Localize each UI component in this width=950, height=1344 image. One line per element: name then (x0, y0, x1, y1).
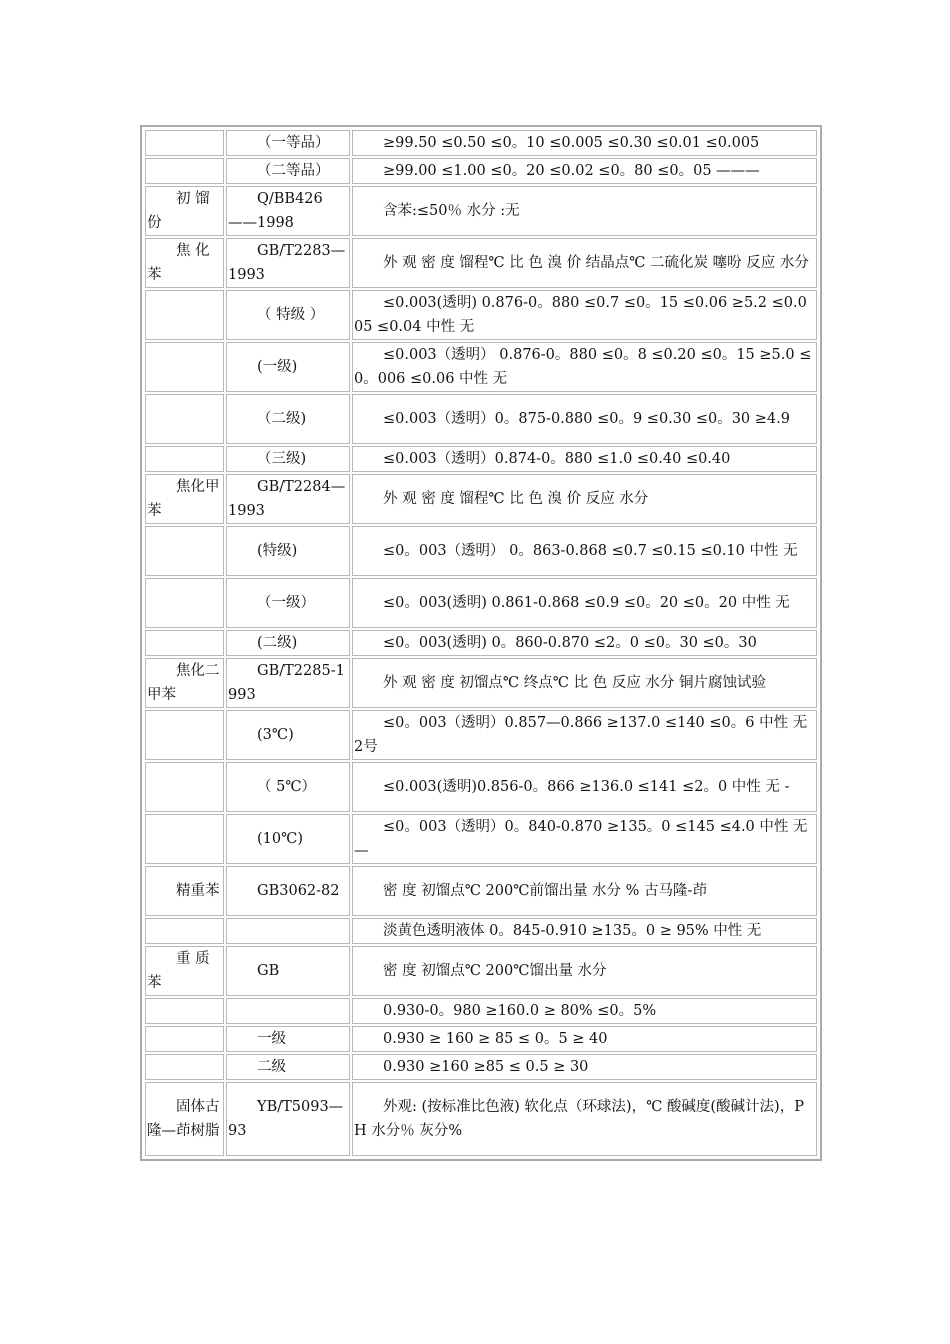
product-name-cell: 焦化二甲苯 (145, 658, 224, 708)
standard-cell: (3℃) (226, 710, 350, 760)
spec-cell: ≤0.003（透明）0.874-0。880 ≤1.0 ≤0.40 ≤0.40 (352, 446, 817, 472)
table-row (145, 1026, 817, 1052)
table-row (145, 394, 817, 444)
table-row (145, 814, 817, 864)
standard-cell: 一级 (226, 1026, 350, 1052)
product-name-cell (145, 578, 224, 628)
product-name-cell: 固体古隆—茚树脂 (145, 1082, 224, 1156)
standard-cell: GB/T2284—1993 (226, 474, 350, 524)
standard-cell: (10℃) (226, 814, 350, 864)
table-row (145, 158, 817, 184)
standard-cell: （ 5℃） (226, 762, 350, 812)
table-row (145, 130, 817, 156)
standard-cell: （一级） (226, 578, 350, 628)
spec-cell: ≤0.003(透明)0.856-0。866 ≥136.0 ≤141 ≤2。0 中性 无 - (352, 762, 817, 812)
table-row (145, 1082, 817, 1156)
standard-cell: GB3062-82 (226, 866, 350, 916)
spec-cell: 外观: (按标准比色液) 软化点（环球法)，℃ 酸碱度(酸碱计法)，PH 水分％ 灰分% (352, 1082, 817, 1156)
product-name-cell: 重 质苯 (145, 946, 224, 996)
standard-cell: (一级) (226, 342, 350, 392)
standard-cell: （三级) (226, 446, 350, 472)
product-name-cell: 精重苯 (145, 866, 224, 916)
table-row (145, 946, 817, 996)
table-row (145, 762, 817, 812)
table-row (145, 658, 817, 708)
product-name-cell (145, 918, 224, 944)
standard-cell: （二级) (226, 394, 350, 444)
table-row (145, 998, 817, 1024)
table-row (145, 290, 817, 340)
spec-cell: ≥99.50 ≤0.50 ≤0。10 ≤0.005 ≤0.30 ≤0.01 ≤0.005 (352, 130, 817, 156)
product-name-cell (145, 998, 224, 1024)
spec-cell: ≤0.003（透明）0。875-0.880 ≤0。9 ≤0.30 ≤0。30 ≥4.9 (352, 394, 817, 444)
product-name-cell (145, 526, 224, 576)
table-row (145, 918, 817, 944)
product-name-cell (145, 446, 224, 472)
table-row (145, 446, 817, 472)
table-row (145, 526, 817, 576)
product-name-cell (145, 1054, 224, 1080)
product-name-cell (145, 290, 224, 340)
table-row (145, 186, 817, 236)
product-name-cell (145, 158, 224, 184)
spec-cell: 0.930-0。980 ≥160.0 ≥ 80% ≤0。5% (352, 998, 817, 1024)
spec-cell: ≤0。003(透明) 0.861-0.868 ≤0.9 ≤0。20 ≤0。20 中性 无 (352, 578, 817, 628)
product-name-cell (145, 814, 224, 864)
product-name-cell (145, 394, 224, 444)
product-name-cell: 初 馏份 (145, 186, 224, 236)
spec-cell: ≤0.003(透明) 0.876-0。880 ≤0.7 ≤0。15 ≤0.06 ≥5.2 ≤0.005 ≤0.04 中性 无 (352, 290, 817, 340)
standard-cell: GB (226, 946, 350, 996)
standard-cell (226, 918, 350, 944)
standard-cell: YB/T5093—93 (226, 1082, 350, 1156)
spec-cell: 含苯:≤50％ 水分 :无 (352, 186, 817, 236)
spec-cell: ≤0。003（透明）0。840-0.870 ≥135。0 ≤145 ≤4.0 中性 无 — (352, 814, 817, 864)
standard-cell: （一等品） (226, 130, 350, 156)
spec-cell: 0.930 ≥ 160 ≥ 85 ≤ 0。5 ≥ 40 (352, 1026, 817, 1052)
product-name-cell (145, 710, 224, 760)
standard-cell: GB/T2283—1993 (226, 238, 350, 288)
standard-cell: (二级) (226, 630, 350, 656)
product-name-cell (145, 762, 224, 812)
table-row (145, 1054, 817, 1080)
spec-cell: 密 度 初馏点℃ 200℃前馏出量 水分 % 古马隆-茚 (352, 866, 817, 916)
standard-cell: Q/BB426——1998 (226, 186, 350, 236)
table-row (145, 342, 817, 392)
spec-cell: 外 观 密 度 馏程℃ 比 色 溴 价 结晶点℃ 二硫化炭 噻吩 反应 水分 (352, 238, 817, 288)
product-name-cell: 焦 化苯 (145, 238, 224, 288)
product-name-cell (145, 630, 224, 656)
standard-cell: (特级) (226, 526, 350, 576)
spec-table-frame (140, 125, 822, 1161)
table-row (145, 238, 817, 288)
product-name-cell: 焦化甲苯 (145, 474, 224, 524)
table-row (145, 630, 817, 656)
spec-cell: ≤0。003（透明）0.857—0.866 ≥137.0 ≤140 ≤0。6 中性 无 2号 (352, 710, 817, 760)
spec-cell: 密 度 初馏点℃ 200℃馏出量 水分 (352, 946, 817, 996)
standard-cell: GB/T2285-1993 (226, 658, 350, 708)
table-row (145, 866, 817, 916)
spec-cell: ≤0。003(透明) 0。860-0.870 ≤2。0 ≤0。30 ≤0。30 (352, 630, 817, 656)
product-name-cell (145, 342, 224, 392)
spec-table (143, 128, 819, 1158)
spec-cell: 外 观 密 度 初馏点℃ 终点℃ 比 色 反应 水分 铜片腐蚀试验 (352, 658, 817, 708)
spec-cell: ≥99.00 ≤1.00 ≤0。20 ≤0.02 ≤0。80 ≤0。05 ——— (352, 158, 817, 184)
product-name-cell (145, 1026, 224, 1052)
standard-cell: （ 特级 ） (226, 290, 350, 340)
table-row (145, 710, 817, 760)
spec-cell: 淡黄色透明液体 0。845-0.910 ≥135。0 ≥ 95% 中性 无 (352, 918, 817, 944)
spec-cell: 0.930 ≥160 ≥85 ≤ 0.5 ≥ 30 (352, 1054, 817, 1080)
product-name-cell (145, 130, 224, 156)
table-row (145, 578, 817, 628)
spec-table-body (145, 130, 817, 1156)
table-row (145, 474, 817, 524)
spec-cell: 外 观 密 度 馏程℃ 比 色 溴 价 反应 水分 (352, 474, 817, 524)
standard-cell: （二等品） (226, 158, 350, 184)
spec-cell: ≤0。003（透明） 0。863-0.868 ≤0.7 ≤0.15 ≤0.10 中性 无 (352, 526, 817, 576)
spec-cell: ≤0.003（透明） 0.876-0。880 ≤0。8 ≤0.20 ≤0。15 ≥5.0 ≤0。006 ≤0.06 中性 无 (352, 342, 817, 392)
standard-cell: 二级 (226, 1054, 350, 1080)
standard-cell (226, 998, 350, 1024)
